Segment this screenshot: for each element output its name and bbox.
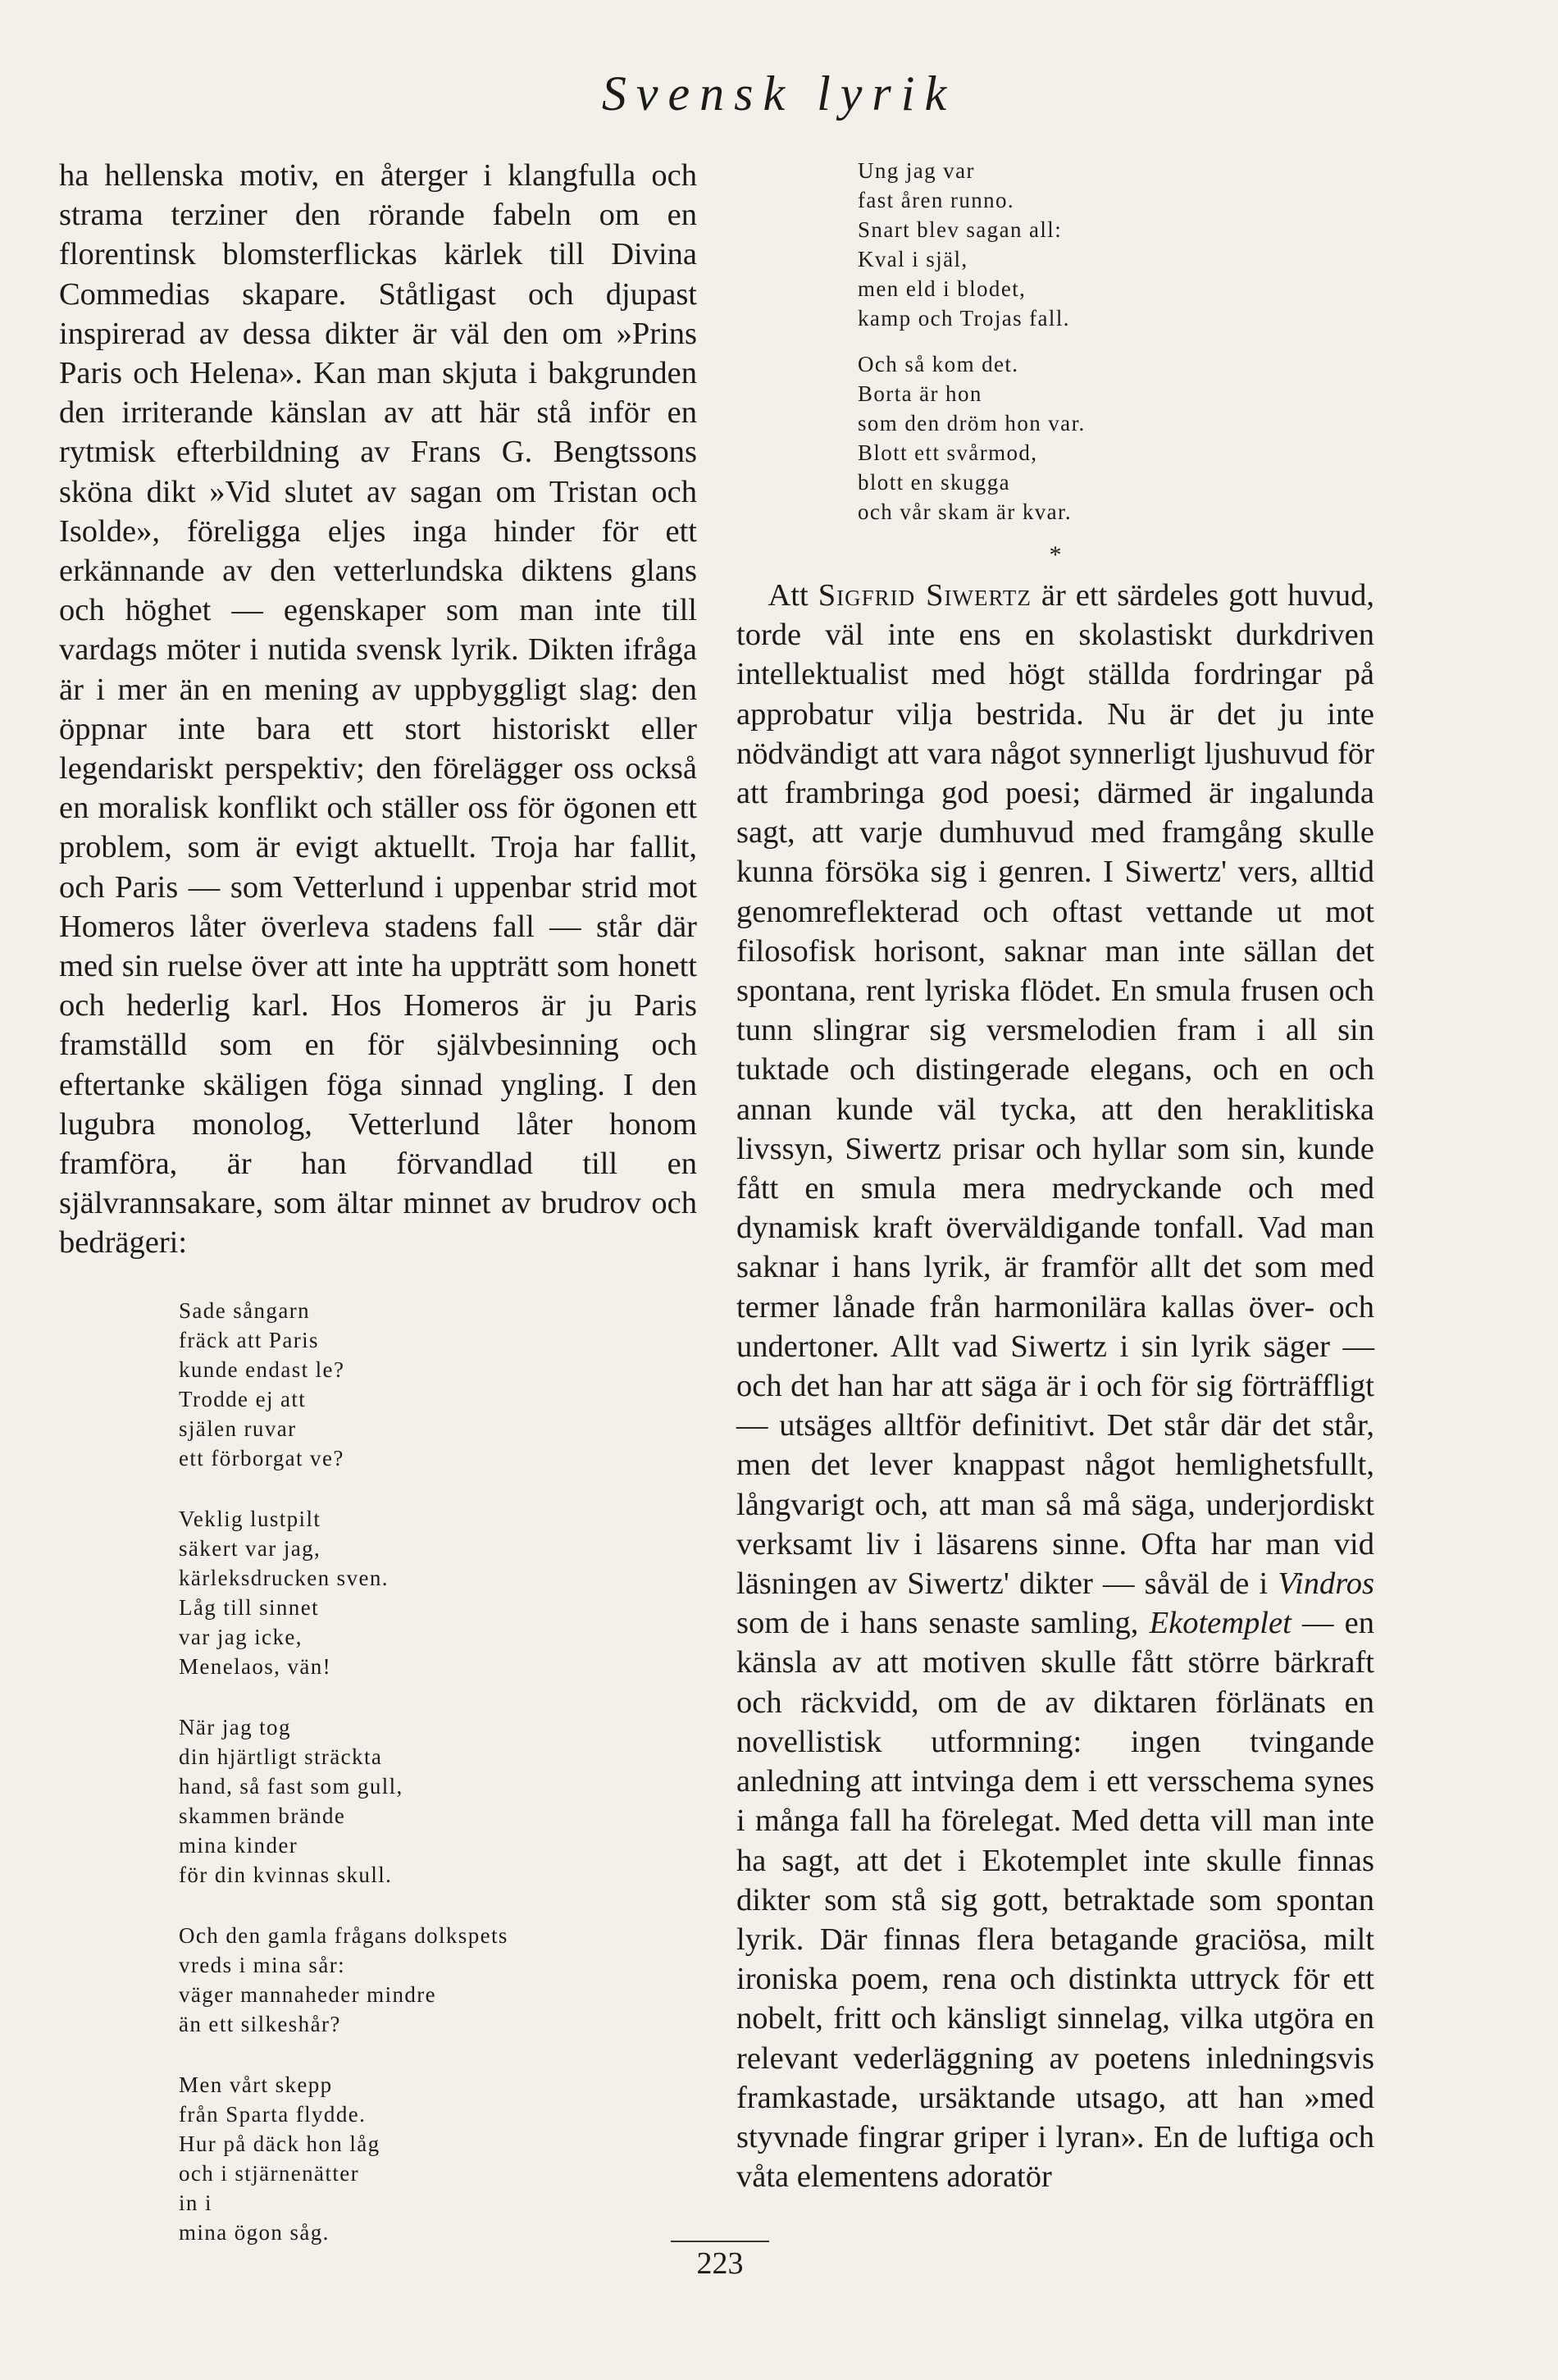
poem-line: Ung jag var	[858, 158, 975, 183]
poem-line: Kval i själ,	[858, 247, 968, 271]
running-title: Svensk lyrik	[601, 66, 957, 121]
poem-line: vreds i mina sår:	[179, 1952, 346, 1977]
poem-line: som den dröm hon var.	[858, 411, 1086, 435]
poem-line: Menelaos, vän!	[179, 1653, 332, 1679]
prose-text: — en känsla av att motiven skulle fått större bärkraft och räckvidd, om de av diktaren förlänats en novellistisk utformning: ingen tvingande anledning att intvinga dem i ett versschema synes i många fall ha förelegat. Med detta vill man inte ha sagt, att det i Ekotemplet inte skulle finnas dikter som stå sig gott, betraktade som spontan lyrik. Där finnas flera betagande graciösa, milt ironiska poem, rena och distinkta uttryck för ett nobelt, fritt och känsligt sinnelag, vilka utgöra en relevant vederläggning av poetens inledningsvis framkastade, ursäktande utsago, att han »med styvnade fingrar griper i lyran». En de luftiga och våta elementens adoratör	[736, 1606, 1375, 2195]
right-prose-paragraph	[736, 576, 1374, 2196]
poem-line: fast åren runno.	[858, 188, 1015, 212]
poem-prins-paris	[179, 1296, 697, 2247]
poem-stanza	[179, 1504, 697, 1681]
poem-line: kunde endast le?	[179, 1356, 345, 1382]
page-number: 223	[696, 2246, 744, 2281]
author-name: Sigfrid Siwertz	[818, 578, 1032, 613]
poem-line: var jag icke,	[179, 1624, 303, 1649]
right-column	[736, 156, 1374, 2196]
poem-line: din hjärtligt sträckta	[179, 1744, 383, 1769]
poem-line: och vår skam är kvar.	[858, 499, 1073, 524]
poem-line: ett förborgat ve?	[179, 1445, 344, 1470]
poem-line: Och så kom det.	[858, 352, 1019, 376]
poem-stanza	[858, 349, 1374, 527]
poem-line: Trodde ej att	[179, 1386, 307, 1411]
poem-line: När jag tog	[179, 1714, 291, 1739]
poem-line: Och den gamla frågans dolkspets	[179, 1922, 508, 1948]
poem-line: men eld i blodet,	[858, 276, 1027, 301]
poem-line: Låg till sinnet	[179, 1594, 319, 1620]
prose-text: är ett särdeles gott huvud, torde väl inte ens en skolastiskt durkdriven intellektualist med högt ställda fordringar på approbatur vilja bestrida. Nu är det ju inte nödvändigt att vara något synnerligt ljushuvud för att frambringa god poesi; därmed är ingalunda sagt, att varje dumhuvud med framgång skulle kunna försöka sig i genren. I Siwertz' vers, alltid genomreflekterad och oftast vettande ut mot filosofisk horisont, saknar man inte sällan det spontana, rent lyriska flödet. En smula frusen och tunn slingrar sig versmelodien fram i all sin tuktade och distingerade elegans, och en och annan kunde väl tycka, att den heraklitiska livssyn, Siwertz prisar och hyllar som sin, kunde fått en smula mera medryckande och med dynamisk kraft överväldigande tonfall. Vad man saknar i hans lyrik, är framför allt det som med termer lånade från harmonilära kallas över- och undertoner. Allt vad Siwertz i sin lyrik säger — och det han har att säga är i och för sig förträffligt — utsäges alltför definitivt. Det står där det står, men det lever knappast något hemlighetsfullt, långvarigt och, att man så må säga, underjordiskt verksamt liv i läsarens sinne. Ofta har man vid läsningen av Siwertz' dikter — såväl de i	[736, 578, 1375, 1602]
poem-line: in i	[179, 2190, 212, 2215]
poem-line: än ett silkeshår?	[179, 2011, 341, 2036]
poem-line: Borta är hon	[858, 381, 982, 406]
poem-stanza	[179, 1921, 697, 2039]
poem-stanza	[179, 1296, 697, 1473]
poem-line: hand, så fast som gull,	[179, 1773, 403, 1799]
poem-line: blott en skugga	[858, 470, 1010, 495]
poem-stanza	[179, 1712, 697, 1890]
poem-line: fräck att Paris	[179, 1327, 319, 1352]
poem-line: och i stjärnenätter	[179, 2160, 360, 2186]
poem-line: för din kvinnas skull.	[179, 1862, 393, 1887]
book-title-vindros: Vindros	[1278, 1566, 1375, 1602]
poem-line: mina ögon såg.	[179, 2219, 330, 2245]
poem-line: Men vårt skepp	[179, 2072, 333, 2097]
poem-continuation	[858, 156, 1374, 527]
poem-line: kärleksdrucken sven.	[179, 1565, 389, 1590]
poem-line: kamp och Trojas fall.	[858, 306, 1070, 331]
left-prose-paragraph: ha hellenska motiv, en återger i klangfulla och strama terziner den rörande fabeln om en florentinsk blomsterflickas kärlek till Divina Commedias skapare. Ståtligast och djupast inspirerad av dessa dikter är väl den om »Prins Paris och Helena». Kan man skjuta i bakgrunden den irriterande känslan av att här stå inför en rytmisk efterbildning av Frans G. Bengtssons sköna dikt »Vid slutet av sagan om Tristan och Isolde», föreligga eljes inga hinder för ett erkännande av den vetterlundska diktens glans och höghet — egenskaper som man inte till vardags möter i nutida svensk lyrik. Dikten ifråga är i mer än en mening av uppbyggligt slag: den öppnar inte bara ett stort historiskt eller legendariskt perspektiv; den förelägger oss också en moralisk konflikt och ställer oss för ögonen ett problem, som är evigt aktuellt. Troja har fallit, och Paris — som Vetterlund i uppenbar strid mot Homeros låter överleva stadens fall — står där med sin ruelse över att inte ha uppträtt som honett och hederlig karl. Hos Homeros är ju Paris framställd som en för självbesinning och eftertanke skäligen föga sinnad yngling. I den lugubra monolog, Vetterlund låter honom framföra, är han förvandlad till en självrannsakare, som ältar minnet av brudrov och bedrägeri:	[59, 158, 697, 1261]
poem-line: Hur på däck hon låg	[179, 2131, 380, 2156]
poem-line: skammen brände	[179, 1803, 346, 1828]
poem-line: väger mannaheder mindre	[179, 1981, 437, 2007]
book-title-ekotemplet: Ekotemplet	[1149, 1606, 1292, 1641]
prose-text: som de i hans senaste samling,	[736, 1606, 1139, 1641]
page-number-rule	[671, 2241, 769, 2242]
poem-stanza	[179, 2070, 697, 2247]
poem-stanza	[858, 156, 1374, 333]
poem-line: säkert var jag,	[179, 1535, 321, 1561]
prose-lead: Att	[768, 578, 809, 613]
poem-line: själen ruvar	[179, 1416, 297, 1441]
poem-line: mina kinder	[179, 1832, 298, 1858]
poem-line: från Sparta flydde.	[179, 2101, 367, 2127]
poem-line: Snart blev sagan all:	[858, 217, 1063, 242]
left-column	[59, 156, 697, 2247]
poem-line: Veklig lustpilt	[179, 1506, 321, 1531]
section-separator: *	[1049, 541, 1062, 568]
poem-line: Sade sångarn	[179, 1297, 311, 1323]
poem-line: Blott ett svårmod,	[858, 440, 1038, 465]
